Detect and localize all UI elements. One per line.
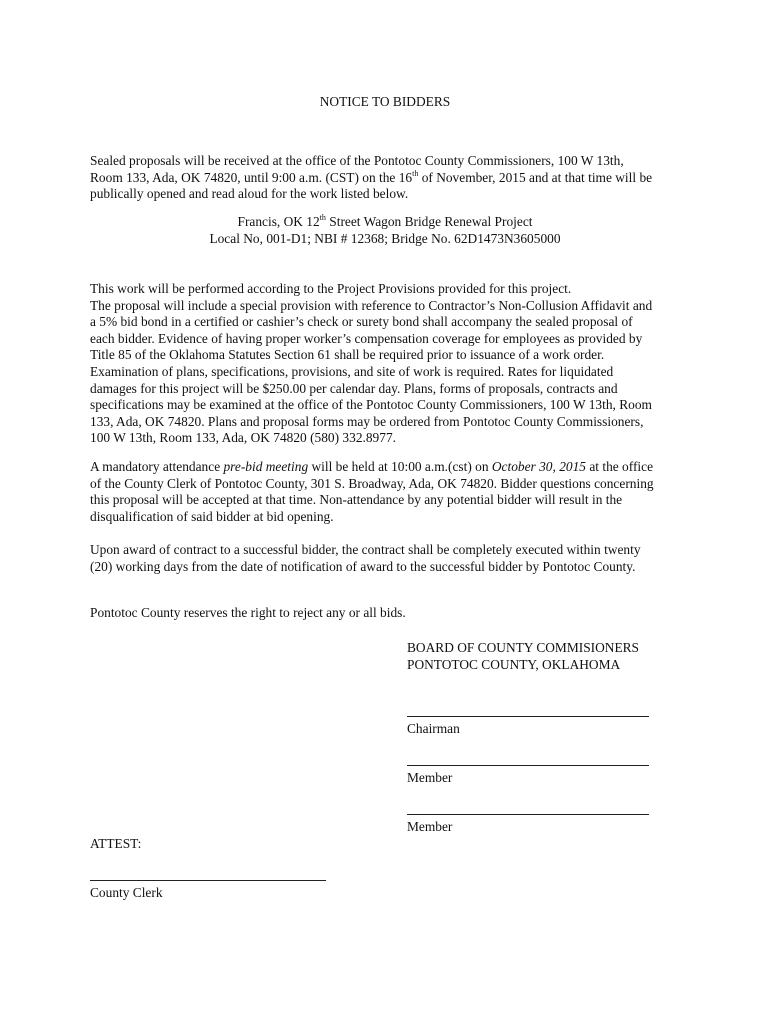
board-block: [407, 640, 707, 673]
board-county: PONTOTOC COUNTY, OKLAHOMA: [407, 656, 621, 672]
prebid-line-4: disqualification of said bidder at bid opening.: [90, 508, 334, 524]
page-title: NOTICE TO BIDDERS: [319, 94, 451, 109]
reserve-text: Pontotoc County reserves the right to reject any or all bids.: [90, 605, 406, 620]
chairman-signature-line: [407, 716, 649, 717]
member-1-signature-line: [407, 765, 649, 766]
provisions-line: each bidder. Evidence of having proper worker’s compensation coverage for employees as provided by: [90, 330, 643, 346]
reserve-paragraph: [90, 605, 690, 622]
board-name: BOARD OF COUNTY COMMISIONERS: [407, 640, 640, 655]
provisions-line: The proposal will include a special provision with reference to Contractor’s Non-Collusion Affidavit and: [90, 297, 653, 313]
prebid-meeting-emphasis: pre-bid meeting: [223, 459, 309, 474]
project-name: Francis, OK 12th Street Wagon Bridge Renewal Project: [237, 213, 533, 229]
county-clerk-label: County Clerk: [90, 885, 163, 900]
prebid-date-emphasis: October 30, 2015: [491, 459, 586, 474]
provisions-line: a 5% bid bond in a certified or cashier’s check or surety bond shall accompany the sealed proposal of: [90, 314, 633, 330]
project-heading: [0, 214, 770, 247]
provisions-line: 133, Ada, OK 74820. Plans and proposal forms may be ordered from Pontotoc County Commissioners,: [90, 413, 644, 429]
award-paragraph: [90, 542, 690, 575]
provisions-line: damages for this project will be $250.00 per calendar day. Plans, forms of proposals, contracts and: [90, 380, 618, 396]
intro-paragraph: [90, 153, 690, 203]
intro-line-1: Sealed proposals will be received at the office of the Pontotoc County Commissioners, 100 W 13th,: [90, 153, 624, 168]
prebid-line-3: this proposal will be accepted at that time. Non-attendance by any potential bidder will result in the: [90, 492, 623, 508]
prebid-line-1: A mandatory attendance pre-bid meeting will be held at 10:00 a.m.(cst) on October 30, 2015 at the office: [90, 459, 654, 474]
award-line: Upon award of contract to a successful bidder, the contract shall be completely executed within twenty: [90, 542, 641, 557]
prebid-paragraph: [90, 459, 690, 525]
provisions-line: specifications may be examined at the office of the Pontotoc County Commissioners, 100 W 13th, Room: [90, 397, 652, 413]
provisions-line: 100 W 13th, Room 133, Ada, OK 74820 (580) 332.8977.: [90, 430, 396, 446]
chairman-label: Chairman: [407, 721, 460, 736]
member-2-signature-line: [407, 814, 649, 815]
attest-label: ATTEST:: [90, 836, 142, 851]
member-1-label: Member: [407, 770, 453, 785]
prebid-line-2: of the County Clerk of Pontotoc County, 301 S. Broadway, Ada, OK 74820. Bidder questions concerning: [90, 475, 654, 491]
intro-line-3: publically opened and read aloud for the work listed below.: [90, 186, 409, 202]
ordinal-suffix: th: [412, 168, 419, 178]
provisions-line: This work will be performed according to the Project Provisions provided for this project.: [90, 281, 572, 296]
award-line: (20) working days from the date of notification of award to the successful bidder by Pontotoc County.: [90, 558, 636, 574]
intro-line-2: Room 133, Ada, OK 74820, until 9:00 a.m. (CST) on the 16th of November, 2015 and at that time will be: [90, 168, 653, 185]
provisions-line: Title 85 of the Oklahoma Statutes Section 61 shall be required prior to issuance of a work order.: [90, 347, 605, 363]
project-identifiers: Local No, 001-D1; NBI # 12368; Bridge No. 62D1473N3605000: [209, 230, 561, 246]
county-clerk-signature-line: [90, 880, 326, 881]
ordinal-suffix: th: [319, 213, 326, 222]
provisions-paragraph: [90, 281, 690, 447]
provisions-line: Examination of plans, specifications, provisions, and site of work is required. Rates for liquidated: [90, 363, 614, 379]
member-2-label: Member: [407, 819, 453, 834]
